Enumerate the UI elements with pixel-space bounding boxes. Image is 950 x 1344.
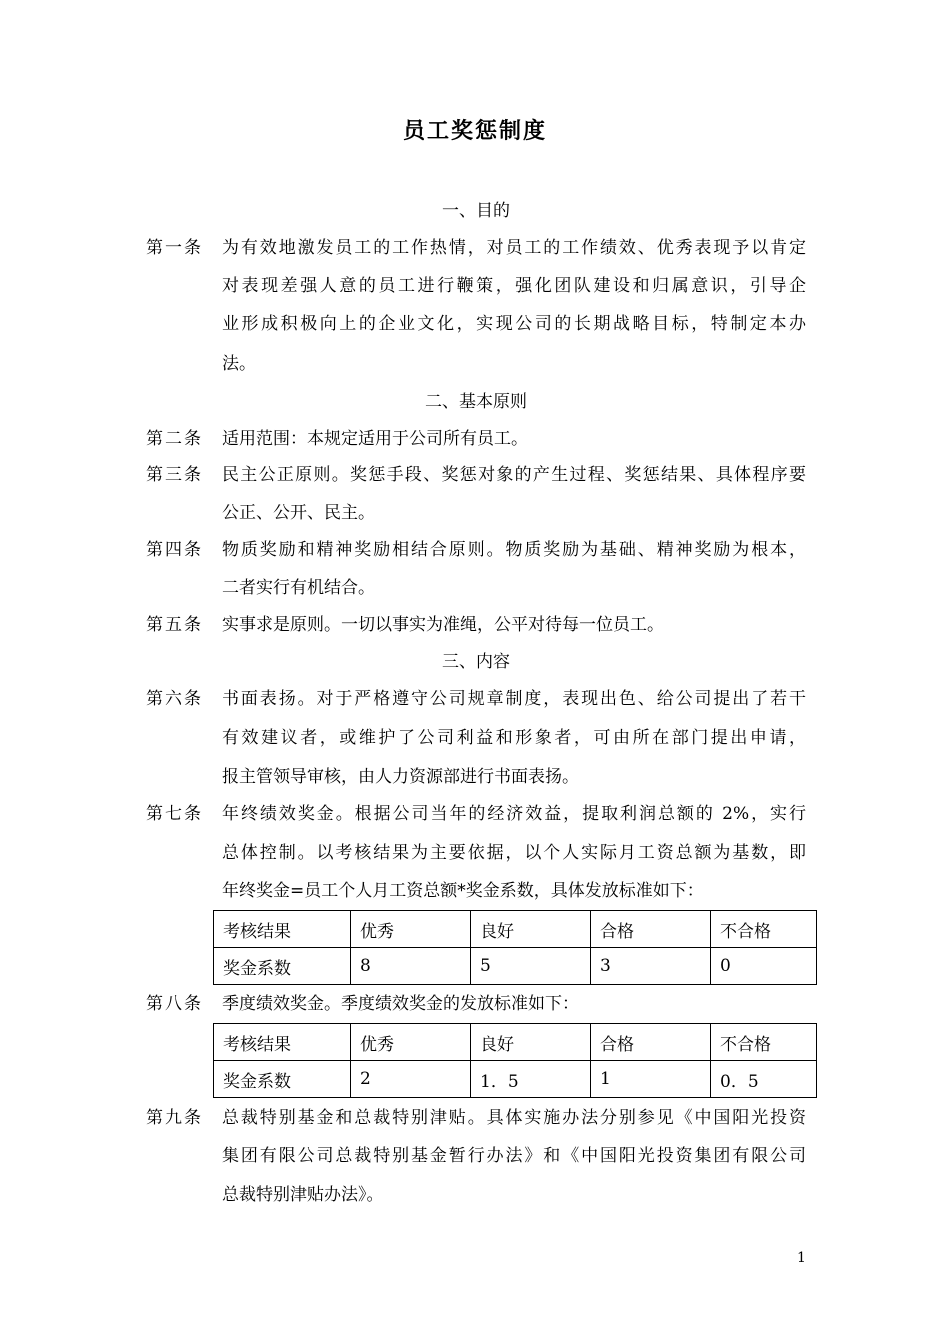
article-3-line-2: 公正、公开、民主。 bbox=[222, 503, 375, 523]
table-cell: 合格 bbox=[591, 1024, 711, 1061]
table-cell: 2 bbox=[351, 1061, 471, 1098]
table-row bbox=[214, 948, 817, 985]
document-title: 员工奖惩制度 bbox=[402, 118, 547, 144]
table-cell: 5 bbox=[471, 948, 591, 985]
article-8-label: 第八条 bbox=[146, 994, 203, 1014]
article-1-line-3: 业形成积极向上的企业文化，实现公司的长期战略目标，特制定本办 bbox=[222, 314, 806, 334]
table-cell: 良好 bbox=[471, 911, 591, 948]
article-1-line-4: 法。 bbox=[222, 354, 256, 374]
section-heading-principles: 二、基本原则 bbox=[425, 392, 527, 412]
table-cell: 奖金系数 bbox=[214, 1061, 351, 1098]
article-5-label: 第五条 bbox=[146, 615, 203, 635]
article-4-line-1: 物质奖励和精神奖励相结合原则。物质奖励为基础、精神奖励为根本， bbox=[222, 540, 806, 560]
table-cell: 良好 bbox=[471, 1024, 591, 1061]
article-2-line-1: 适用范围：本规定适用于公司所有员工。 bbox=[222, 429, 528, 449]
table-cell: 不合格 bbox=[711, 911, 817, 948]
article-9-label: 第九条 bbox=[146, 1108, 203, 1128]
table-cell: 3 bbox=[591, 948, 711, 985]
article-3-label: 第三条 bbox=[146, 465, 203, 485]
article-8-line-1: 季度绩效奖金。季度绩效奖金的发放标准如下： bbox=[222, 994, 579, 1014]
section-heading-purpose: 一、目的 bbox=[442, 201, 510, 221]
table-cell: 0．5 bbox=[711, 1061, 817, 1098]
article-1-line-1: 为有效地激发员工的工作热情，对员工的工作绩效、优秀表现予以肯定 bbox=[222, 238, 806, 258]
article-3-line-1: 民主公正原则。奖惩手段、奖惩对象的产生过程、奖惩结果、具体程序要 bbox=[222, 465, 806, 485]
table-cell: 0 bbox=[711, 948, 817, 985]
table-cell: 奖金系数 bbox=[214, 948, 351, 985]
year-end-bonus-table bbox=[213, 910, 817, 985]
article-2-label: 第二条 bbox=[146, 429, 203, 449]
article-5-line-1: 实事求是原则。一切以事实为准绳，公平对待每一位员工。 bbox=[222, 615, 664, 635]
table-row bbox=[214, 1061, 817, 1098]
quarterly-bonus-table bbox=[213, 1023, 817, 1098]
page-number: 1 bbox=[797, 1250, 806, 1266]
article-4-label: 第四条 bbox=[146, 540, 203, 560]
article-6-line-3: 报主管领导审核，由人力资源部进行书面表扬。 bbox=[222, 767, 579, 787]
article-9-line-3: 总裁特别津贴办法》。 bbox=[222, 1185, 384, 1205]
table-cell: 8 bbox=[351, 948, 471, 985]
table-cell: 合格 bbox=[591, 911, 711, 948]
table-header-row bbox=[214, 1024, 817, 1061]
article-6-line-2: 有效建议者，或维护了公司利益和形象者，可由所在部门提出申请， bbox=[222, 728, 806, 748]
table-cell: 优秀 bbox=[351, 1024, 471, 1061]
table-cell: 1．5 bbox=[471, 1061, 591, 1098]
article-6-line-1: 书面表扬。对于严格遵守公司规章制度，表现出色、给公司提出了若干 bbox=[222, 689, 806, 709]
article-1-label: 第一条 bbox=[146, 238, 203, 258]
table-header-row bbox=[214, 911, 817, 948]
article-9-line-2: 集团有限公司总裁特别基金暂行办法》和《中国阳光投资集团有限公司 bbox=[222, 1146, 806, 1166]
table-cell: 考核结果 bbox=[214, 1024, 351, 1061]
article-7-label: 第七条 bbox=[146, 804, 203, 824]
article-9-line-1: 总裁特别基金和总裁特别津贴。具体实施办法分别参见《中国阳光投资 bbox=[222, 1108, 806, 1128]
table-cell: 1 bbox=[591, 1061, 711, 1098]
section-heading-content: 三、内容 bbox=[442, 652, 510, 672]
article-1-line-2: 对表现差强人意的员工进行鞭策，强化团队建设和归属意识，引导企 bbox=[222, 276, 806, 296]
article-6-label: 第六条 bbox=[146, 689, 203, 709]
article-7-line-3: 年终奖金=员工个人月工资总额*奖金系数，具体发放标准如下： bbox=[222, 881, 704, 901]
table-cell: 考核结果 bbox=[214, 911, 351, 948]
table-cell: 优秀 bbox=[351, 911, 471, 948]
article-7-line-2: 总体控制。以考核结果为主要依据，以个人实际月工资总额为基数，即 bbox=[222, 843, 806, 863]
article-4-line-2: 二者实行有机结合。 bbox=[222, 578, 375, 598]
article-7-line-1: 年终绩效奖金。根据公司当年的经济效益，提取利润总额的 2%，实行 bbox=[222, 804, 806, 824]
table-cell: 不合格 bbox=[711, 1024, 817, 1061]
